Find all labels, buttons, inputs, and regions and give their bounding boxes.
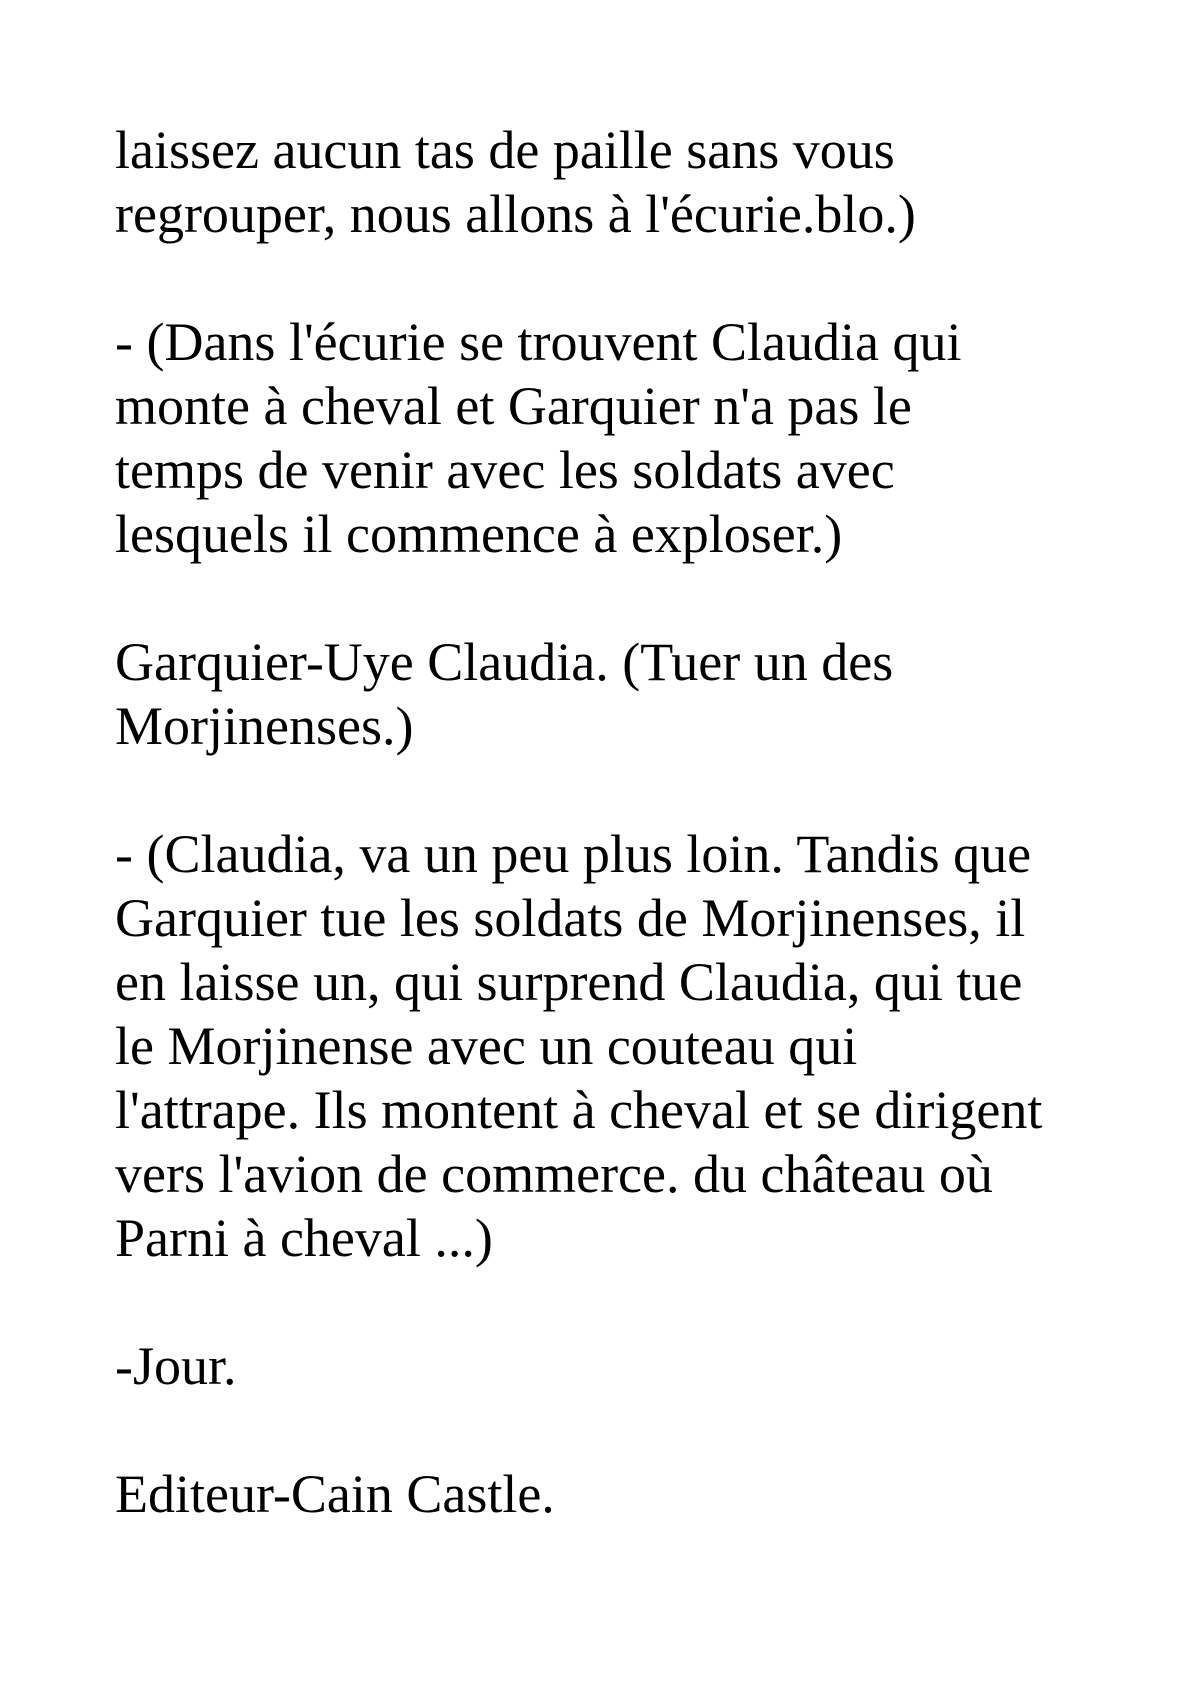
text-line: laissez aucun tas de paille sans vous bbox=[115, 120, 895, 180]
text-line: - (Dans l'écurie se trouvent Claudia qui bbox=[115, 312, 962, 372]
text-line: l'attrape. Ils montent à cheval et se dirigent bbox=[115, 1080, 1043, 1140]
text-line: monte à cheval et Garquier n'a pas le bbox=[115, 376, 912, 436]
document-body bbox=[115, 118, 1115, 1590]
paragraph-1 bbox=[115, 118, 1115, 246]
paragraph-5 bbox=[115, 1334, 1115, 1398]
text-line: en laisse un, qui surprend Claudia, qui tue bbox=[115, 952, 1023, 1012]
text-line: -Jour. bbox=[115, 1336, 237, 1396]
paragraph-2 bbox=[115, 310, 1115, 566]
text-line: le Morjinense avec un couteau qui bbox=[115, 1016, 858, 1076]
text-line: Morjinenses.) bbox=[115, 696, 414, 756]
text-line: Garquier-Uye Claudia. (Tuer un des bbox=[115, 632, 894, 692]
paragraph-6 bbox=[115, 1462, 1115, 1526]
paragraph-3 bbox=[115, 630, 1115, 758]
text-line: vers l'avion de commerce. du château où bbox=[115, 1144, 993, 1204]
text-line: temps de venir avec les soldats avec bbox=[115, 440, 895, 500]
text-line: lesquels il commence à exploser.) bbox=[115, 504, 843, 564]
text-line: Garquier tue les soldats de Morjinenses, il bbox=[115, 888, 1026, 948]
text-line: regrouper, nous allons à l'écurie.blo.) bbox=[115, 184, 916, 244]
paragraph-4 bbox=[115, 822, 1115, 1270]
text-line: Parni à cheval ...) bbox=[115, 1208, 493, 1268]
text-line: - (Claudia, va un peu plus loin. Tandis que bbox=[115, 824, 1032, 884]
text-line: Editeur-Cain Castle. bbox=[115, 1464, 555, 1524]
